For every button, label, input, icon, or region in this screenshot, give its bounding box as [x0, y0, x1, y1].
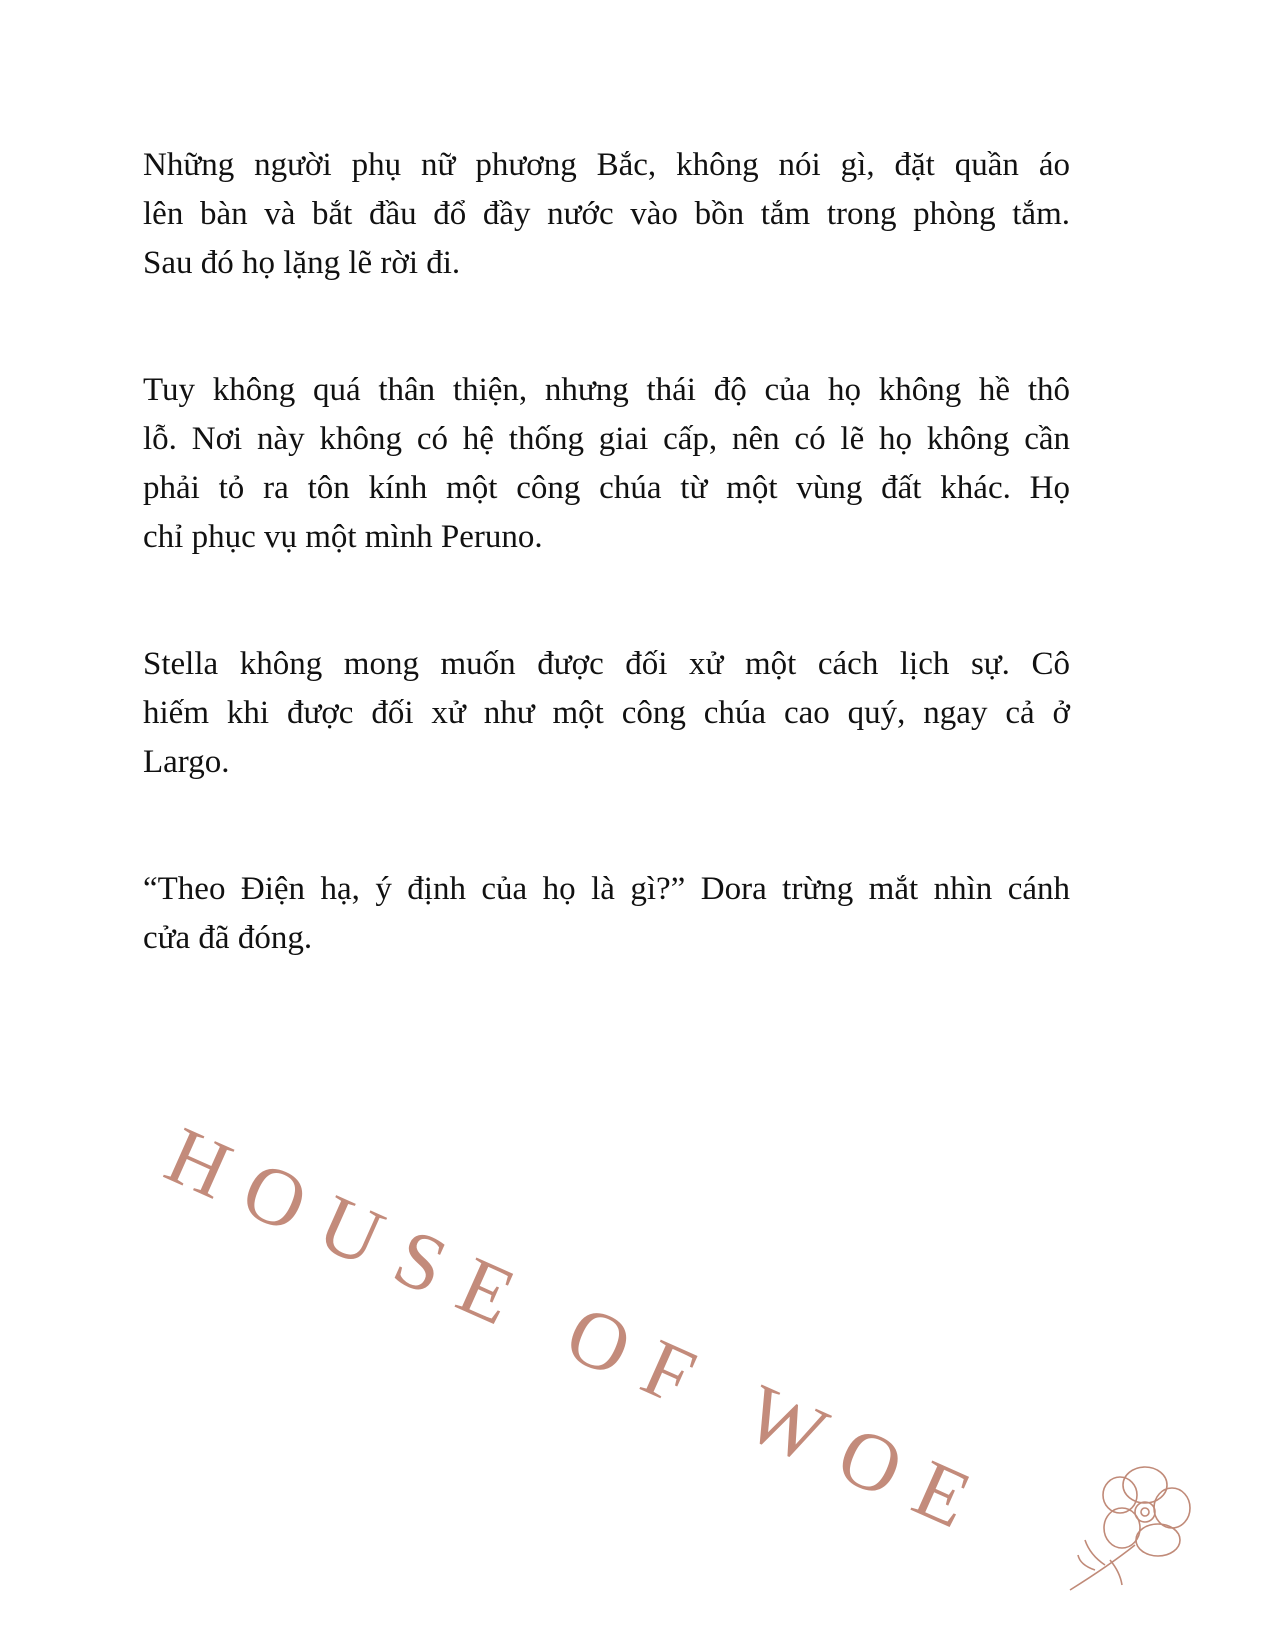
text-line: chỉ phục vụ một mình Peruno.: [143, 519, 543, 555]
text-line: Những người phụ nữ phương Bắc, không nói gì, đặt quần áo: [143, 147, 1070, 183]
watermark-text: HOUSE OF WOE: [153, 1109, 1006, 1556]
text-line: Stella không mong muốn được đối xử một cách lịch sự. Cô: [143, 646, 1070, 682]
text-line: “Theo Điện hạ, ý định của họ là gì?” Dora trừng mắt nhìn cánh: [143, 871, 1070, 907]
text-line: Largo.: [143, 744, 230, 780]
text-line: lên bàn và bắt đầu đổ đầy nước vào bồn tắm trong phòng tắm.: [143, 196, 1070, 232]
paragraph-1: [143, 141, 1070, 288]
text-line: lỗ. Nơi này không có hệ thống giai cấp, nên có lẽ họ không cần: [143, 421, 1070, 457]
flower-watermark-icon: [1050, 1460, 1200, 1600]
paragraph-4: [143, 865, 1070, 963]
text-line: hiếm khi được đối xử như một công chúa cao quý, ngay cả ở: [143, 695, 1070, 731]
paragraph-2: [143, 366, 1070, 562]
text-line: phải tỏ ra tôn kính một công chúa từ một vùng đất khác. Họ: [143, 470, 1070, 506]
text-line: cửa đã đóng.: [143, 920, 313, 956]
text-line: Tuy không quá thân thiện, nhưng thái độ của họ không hề thô: [143, 372, 1070, 408]
paragraph-3: [143, 640, 1070, 787]
text-line: Sau đó họ lặng lẽ rời đi.: [143, 245, 461, 281]
